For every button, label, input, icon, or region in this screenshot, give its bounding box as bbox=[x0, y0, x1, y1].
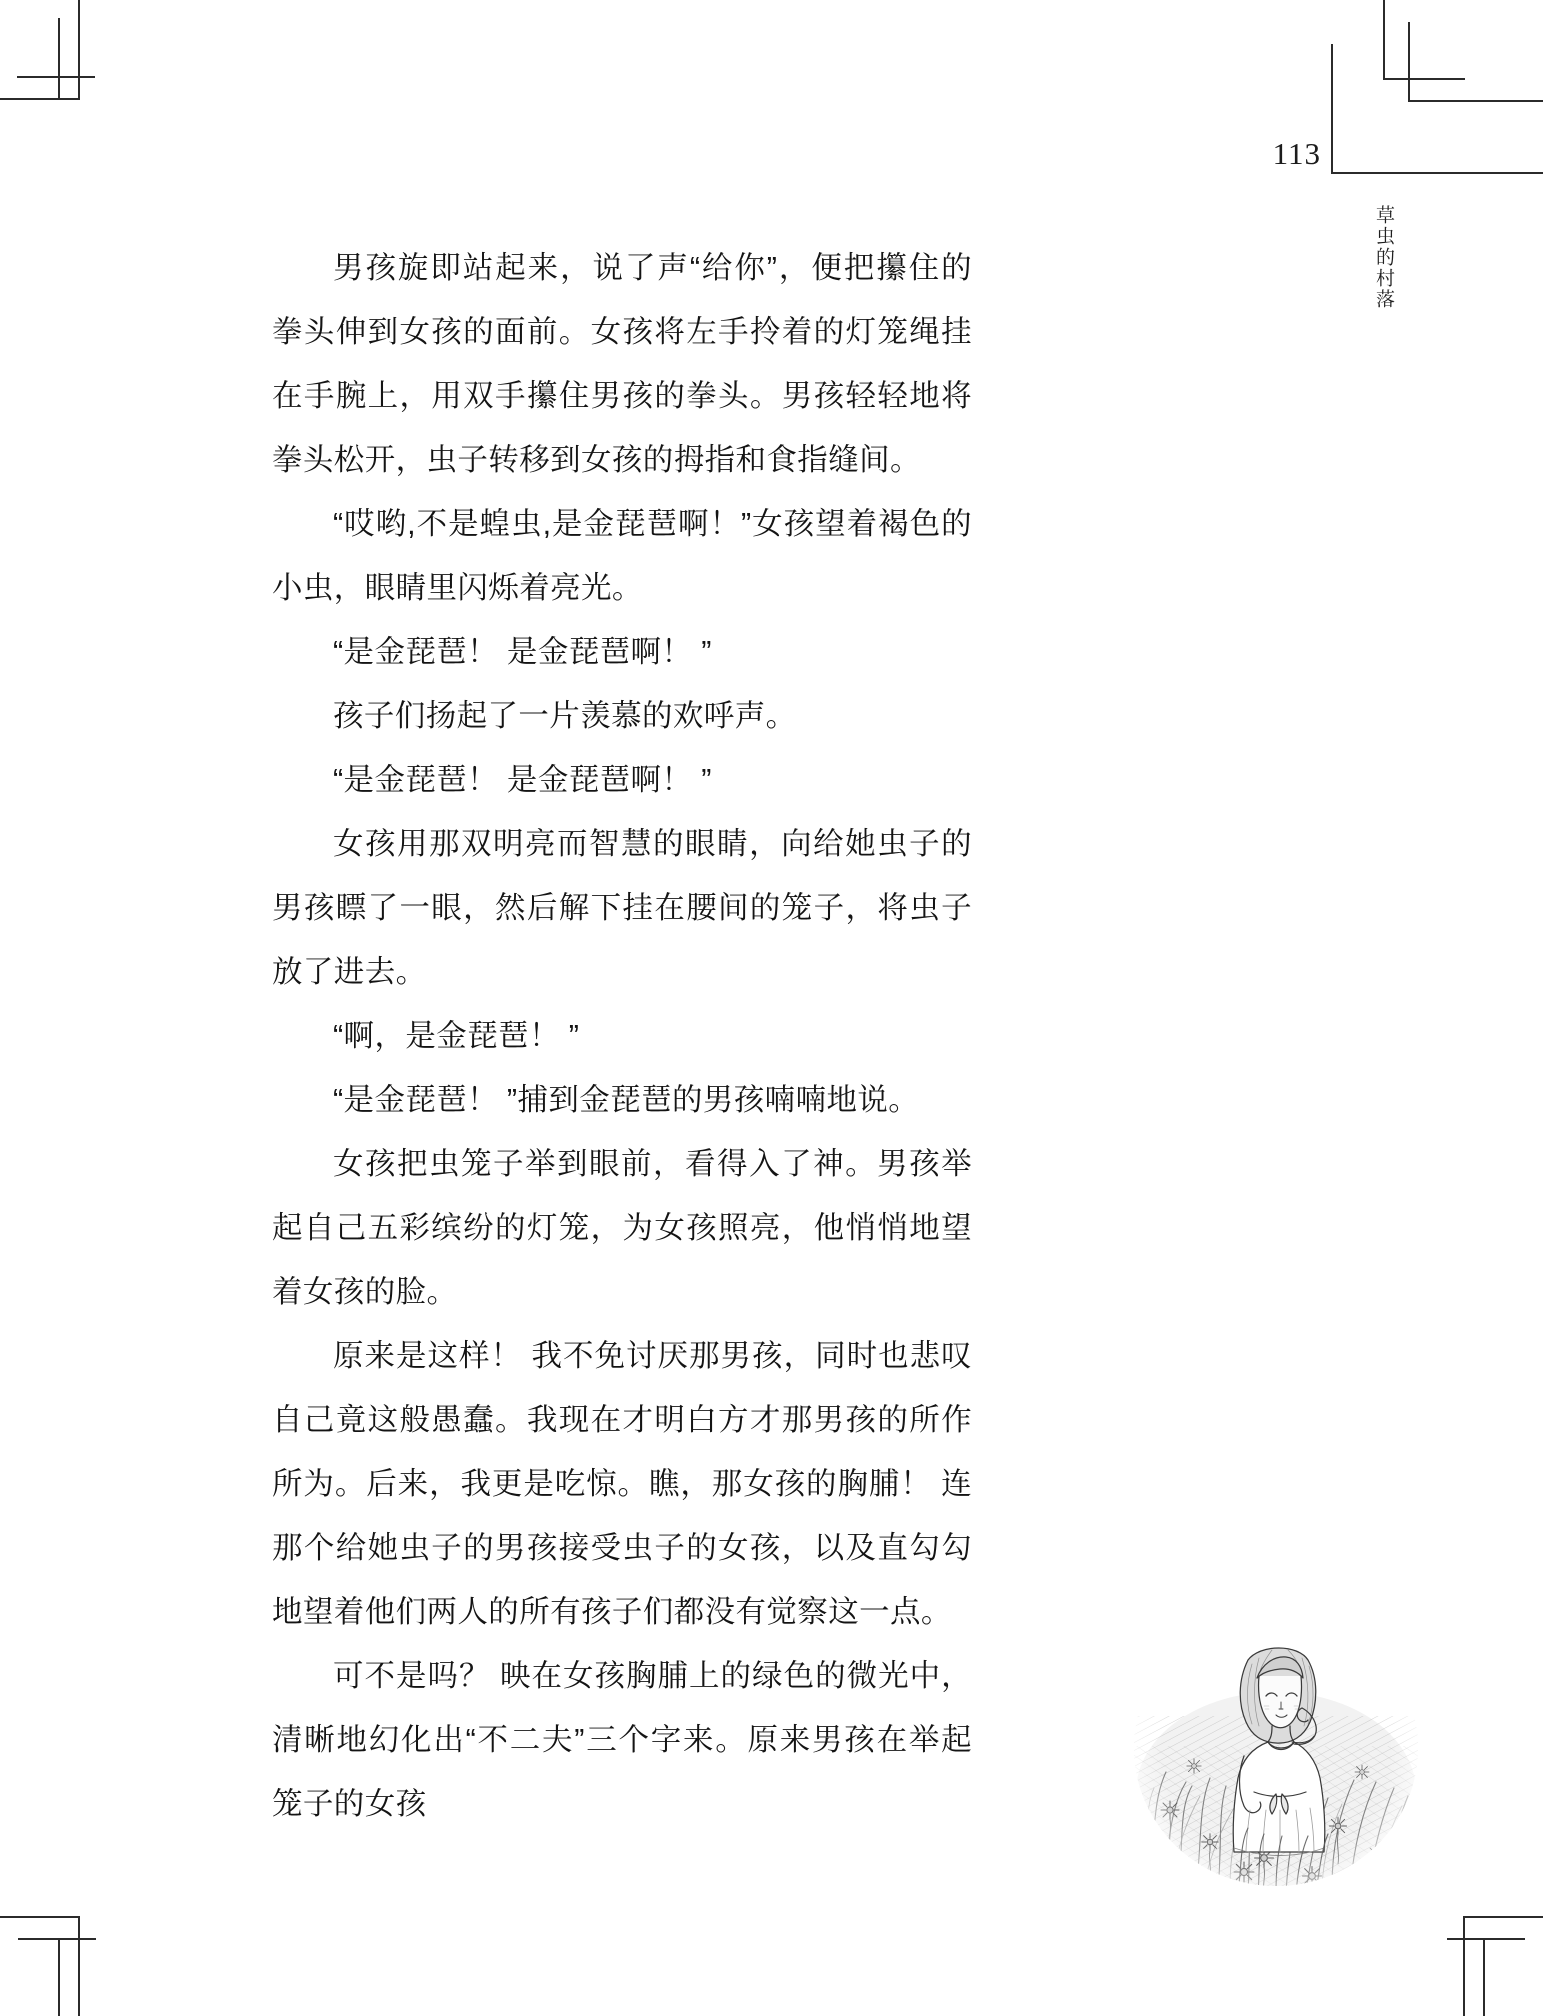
girl-with-flowers-sketch-illustration bbox=[1126, 1596, 1426, 1896]
crop-mark-bottom-left bbox=[0, 1906, 110, 2016]
body-text bbox=[272, 236, 972, 1836]
body-paragraph: 可不是吗？ 映在女孩胸脯上的绿色的微光中，清晰地幻化出“不二夫”三个字来。原来男孩在举起笼子的女孩 bbox=[272, 1659, 972, 1821]
running-head: 草虫的村落 bbox=[1373, 205, 1394, 310]
body-paragraph: “是金琵琶！ 是金琵琶啊！ ” bbox=[333, 635, 712, 669]
body-paragraph: 男孩旋即站起来，说了声“给你”，便把攥住的拳头伸到女孩的面前。女孩将左手拎着的灯笼绳挂在手腕上，用双手攥住男孩的拳头。男孩轻轻地将拳头松开，虫子转移到女孩的拇指和食指缝间。 bbox=[272, 251, 972, 477]
body-paragraph: 原来是这样！ 我不免讨厌那男孩，同时也悲叹自己竟这般愚蠢。我现在才明白方才那男孩的所作所为。后来，我更是吃惊。瞧，那女孩的胸脯！ 连那个给她虫子的男孩接受虫子的女孩，以及直勾勾地望着他们两人的所有孩子们都没有觉察这一点。 bbox=[272, 1339, 972, 1629]
header-rule bbox=[1331, 44, 1543, 174]
body-paragraph: “是金琵琶！ 是金琵琶啊！ ” bbox=[333, 763, 712, 797]
body-paragraph: “哎哟,不是蝗虫,是金琵琶啊！”女孩望着褐色的小虫，眼睛里闪烁着亮光。 bbox=[272, 507, 972, 605]
crop-mark-bottom-right bbox=[1413, 1906, 1543, 2016]
page-number: 113 bbox=[1272, 136, 1321, 171]
body-paragraph: 女孩把虫笼子举到眼前，看得入了神。男孩举起自己五彩缤纷的灯笼，为女孩照亮，他悄悄地望着女孩的脸。 bbox=[272, 1147, 972, 1309]
body-paragraph: “是金琵琶！ ”捕到金琵琶的男孩喃喃地说。 bbox=[333, 1083, 920, 1117]
crop-mark-top-left bbox=[0, 0, 110, 100]
body-paragraph: 女孩用那双明亮而智慧的眼睛，向给她虫子的男孩瞟了一眼，然后解下挂在腰间的笼子，将虫子放了进去。 bbox=[272, 827, 972, 989]
body-paragraph: “啊，是金琵琶！ ” bbox=[333, 1019, 580, 1053]
body-paragraph: 孩子们扬起了一片羡慕的欢呼声。 bbox=[333, 699, 797, 733]
